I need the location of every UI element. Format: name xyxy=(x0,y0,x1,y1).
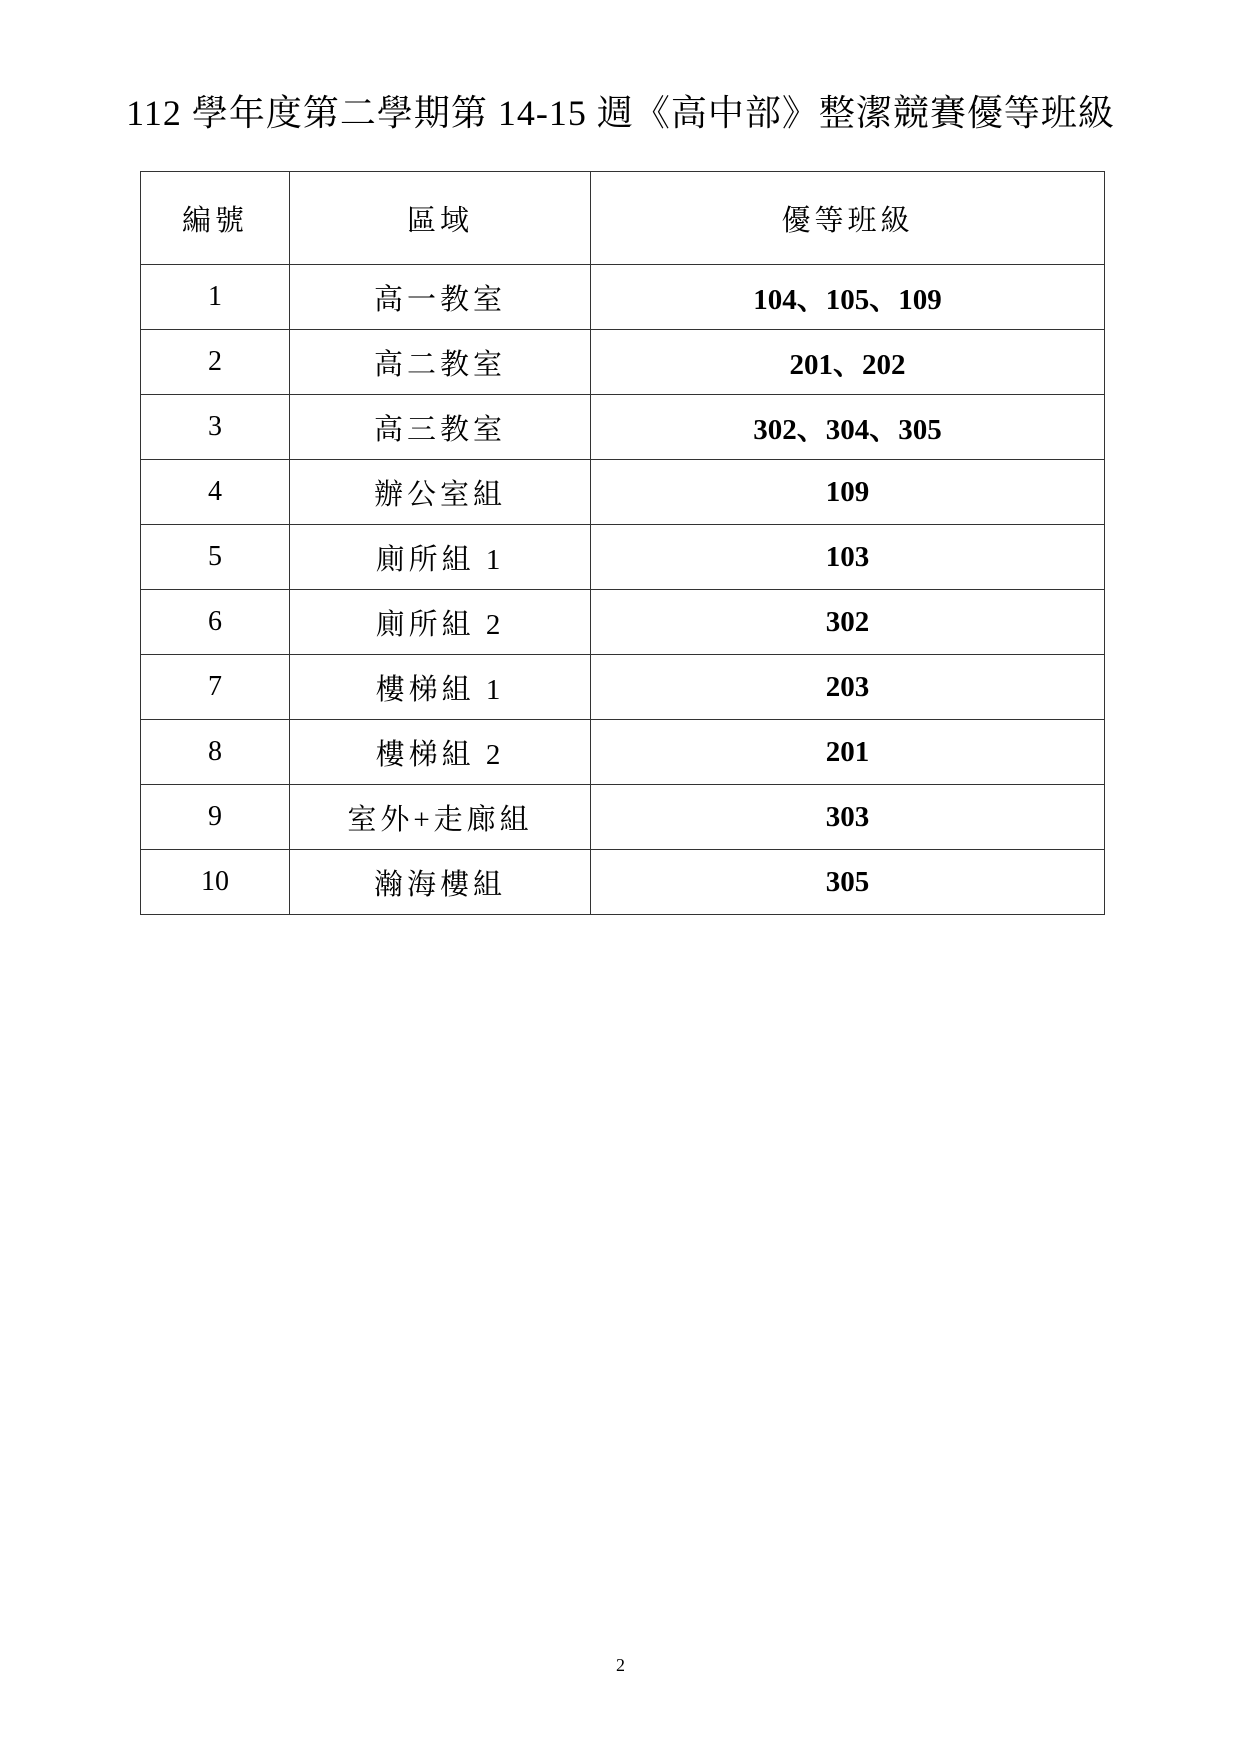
table-row xyxy=(141,785,1105,850)
table-row xyxy=(141,460,1105,525)
table-row xyxy=(141,590,1105,655)
row-classes: 201 xyxy=(591,720,1105,785)
table-row xyxy=(141,395,1105,460)
awards-table xyxy=(140,171,1105,915)
row-area: 廁所組 2 xyxy=(290,590,591,655)
row-classes: 109 xyxy=(591,460,1105,525)
row-area: 瀚海樓組 xyxy=(290,850,591,915)
header-number: 編號 xyxy=(141,172,290,265)
row-area: 樓梯組 1 xyxy=(290,655,591,720)
row-number: 9 xyxy=(141,785,290,850)
row-area: 廁所組 1 xyxy=(290,525,591,590)
table-row xyxy=(141,265,1105,330)
row-classes: 303 xyxy=(591,785,1105,850)
table-row xyxy=(141,655,1105,720)
row-classes: 302、304、305 xyxy=(591,395,1105,460)
table-header-row xyxy=(141,172,1105,265)
page-title: 112 學年度第二學期第 14-15 週《高中部》整潔競賽優等班級 xyxy=(126,93,1115,133)
header-area: 區域 xyxy=(290,172,591,265)
header-classes: 優等班級 xyxy=(591,172,1105,265)
row-area: 樓梯組 2 xyxy=(290,720,591,785)
row-classes: 201、202 xyxy=(591,330,1105,395)
row-number: 2 xyxy=(141,330,290,395)
row-number: 4 xyxy=(141,460,290,525)
row-classes: 302 xyxy=(591,590,1105,655)
row-number: 10 xyxy=(141,850,290,915)
row-area: 高三教室 xyxy=(290,395,591,460)
row-number: 1 xyxy=(141,265,290,330)
row-area: 室外+走廊組 xyxy=(290,785,591,850)
table-row xyxy=(141,330,1105,395)
row-area: 辦公室組 xyxy=(290,460,591,525)
row-classes: 104、105、109 xyxy=(591,265,1105,330)
row-number: 6 xyxy=(141,590,290,655)
row-classes: 103 xyxy=(591,525,1105,590)
row-classes: 203 xyxy=(591,655,1105,720)
row-area: 高二教室 xyxy=(290,330,591,395)
row-area: 高一教室 xyxy=(290,265,591,330)
row-number: 7 xyxy=(141,655,290,720)
page-number: 2 xyxy=(616,1655,625,1675)
table-row xyxy=(141,850,1105,915)
row-number: 3 xyxy=(141,395,290,460)
row-number: 5 xyxy=(141,525,290,590)
table-row xyxy=(141,720,1105,785)
row-number: 8 xyxy=(141,720,290,785)
table-row xyxy=(141,525,1105,590)
row-classes: 305 xyxy=(591,850,1105,915)
